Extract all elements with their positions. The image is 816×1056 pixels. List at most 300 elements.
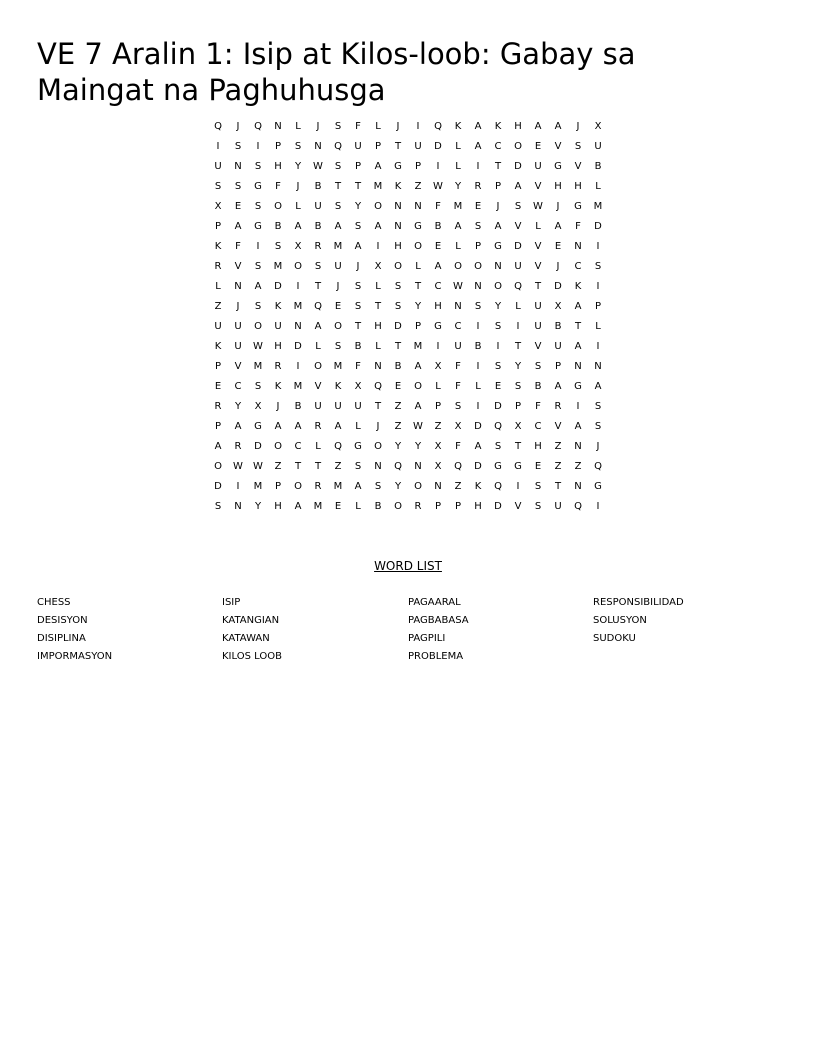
grid-letter: O — [314, 360, 322, 372]
grid-letter: V — [554, 140, 562, 152]
grid-letter: S — [334, 120, 342, 132]
grid-letter: E — [534, 140, 542, 152]
grid-letter: A — [574, 420, 582, 432]
grid-letter: Y — [414, 440, 422, 452]
grid-letter: O — [294, 480, 302, 492]
grid-letter: Z — [394, 420, 402, 432]
grid-letter: I — [416, 120, 420, 132]
grid-letter: T — [354, 180, 362, 192]
grid-letter: M — [373, 180, 383, 192]
grid-letter: T — [554, 480, 562, 492]
grid-letter: A — [314, 320, 322, 332]
grid-letter: Z — [554, 460, 562, 472]
grid-letter: D — [294, 340, 302, 352]
grid-letter: R — [554, 400, 562, 412]
grid-letter: R — [474, 180, 482, 192]
grid-letter: D — [214, 480, 222, 492]
grid-letter: Q — [514, 280, 522, 292]
grid-letter: G — [414, 220, 422, 232]
grid-letter: A — [414, 400, 422, 412]
grid-letter: S — [574, 140, 582, 152]
grid-letter: N — [574, 240, 582, 252]
grid-letter: E — [334, 500, 342, 512]
grid-letter: B — [354, 340, 362, 352]
grid-letter: J — [396, 120, 400, 132]
grid-letter: J — [296, 180, 300, 192]
grid-letter: F — [575, 220, 581, 232]
grid-letter: P — [554, 360, 562, 372]
grid-letter: J — [496, 200, 500, 212]
grid-letter: B — [474, 340, 482, 352]
grid-letter: K — [474, 480, 482, 492]
grid-letter: T — [314, 460, 322, 472]
grid-letter: G — [254, 180, 262, 192]
word-list-item: DESISYON — [37, 615, 88, 626]
grid-letter: K — [494, 120, 502, 132]
grid-letter: S — [254, 260, 262, 272]
grid-letter: K — [394, 180, 402, 192]
grid-letter: T — [514, 440, 522, 452]
grid-letter: Y — [414, 300, 422, 312]
grid-letter: I — [296, 280, 300, 292]
grid-letter: U — [274, 320, 282, 332]
grid-letter: I — [476, 360, 480, 372]
grid-letter: N — [294, 320, 302, 332]
grid-letter: G — [494, 460, 502, 472]
grid-letter: N — [234, 160, 242, 172]
grid-letter: A — [574, 340, 582, 352]
word-list-column-2 — [222, 594, 402, 666]
word-list-item: DISIPLINA — [37, 633, 86, 644]
grid-letter: L — [515, 300, 521, 312]
grid-letter: S — [354, 300, 362, 312]
grid-letter: N — [274, 120, 282, 132]
grid-letter: N — [454, 300, 462, 312]
grid-letter: S — [334, 340, 342, 352]
grid-letter: B — [534, 380, 542, 392]
grid-letter: A — [594, 380, 602, 392]
grid-letter: U — [234, 320, 242, 332]
grid-letter: G — [554, 160, 562, 172]
grid-letter: V — [534, 260, 542, 272]
grid-letter: M — [313, 500, 323, 512]
grid-letter: E — [234, 200, 242, 212]
grid-letter: S — [294, 140, 302, 152]
grid-letter: T — [394, 140, 402, 152]
grid-letter: X — [454, 420, 462, 432]
grid-letter: I — [596, 340, 600, 352]
grid-letter: Z — [574, 460, 582, 472]
grid-letter: U — [454, 340, 462, 352]
grid-letter: C — [454, 320, 462, 332]
grid-letter: Y — [294, 160, 302, 172]
grid-letter: Y — [354, 200, 362, 212]
grid-letter: U — [334, 400, 342, 412]
grid-letter: I — [236, 480, 240, 492]
grid-letter: L — [215, 280, 221, 292]
grid-letter: P — [454, 500, 462, 512]
grid-letter: Z — [414, 180, 422, 192]
grid-letter: Q — [434, 120, 442, 132]
grid-letter: A — [534, 120, 542, 132]
grid-letter: C — [534, 420, 542, 432]
grid-letter: U — [534, 300, 542, 312]
grid-letter: B — [314, 220, 322, 232]
grid-letter: F — [355, 120, 361, 132]
grid-letter: D — [554, 280, 562, 292]
grid-letter: I — [596, 280, 600, 292]
grid-letter: S — [594, 260, 602, 272]
word-list-column-1 — [37, 594, 217, 666]
grid-letter: I — [516, 480, 520, 492]
grid-letter: Q — [214, 120, 222, 132]
word-list-item: PAGBABASA — [408, 615, 469, 626]
grid-letter: N — [574, 440, 582, 452]
grid-letter: J — [316, 120, 320, 132]
grid-letter: A — [554, 220, 562, 232]
grid-letter: S — [534, 480, 542, 492]
grid-letter: B — [314, 180, 322, 192]
grid-letter: M — [333, 240, 343, 252]
grid-letter: A — [414, 360, 422, 372]
grid-letter: O — [394, 260, 402, 272]
grid-letter: O — [474, 260, 482, 272]
grid-letter: N — [574, 480, 582, 492]
grid-letter: S — [254, 380, 262, 392]
grid-letter: F — [435, 200, 441, 212]
grid-letter: P — [414, 320, 422, 332]
grid-letter: U — [234, 340, 242, 352]
grid-letter: P — [214, 420, 222, 432]
word-list-item: KATAWAN — [222, 633, 270, 644]
grid-letter: M — [273, 260, 283, 272]
grid-letter: R — [314, 420, 322, 432]
grid-letter: S — [354, 460, 362, 472]
word-list-item: KILOS LOOB — [222, 651, 282, 662]
grid-letter: Z — [434, 420, 442, 432]
grid-letter: E — [334, 300, 342, 312]
grid-letter: L — [375, 340, 381, 352]
grid-letter: D — [494, 500, 502, 512]
grid-letter: F — [455, 440, 461, 452]
grid-letter: X — [514, 420, 522, 432]
grid-letter: G — [574, 380, 582, 392]
grid-letter: O — [514, 140, 522, 152]
grid-letter: O — [254, 320, 262, 332]
grid-letter: M — [453, 200, 463, 212]
grid-letter: O — [454, 260, 462, 272]
grid-letter: C — [574, 260, 582, 272]
grid-letter: V — [514, 500, 522, 512]
grid-letter: X — [254, 400, 262, 412]
word-list-item: PROBLEMA — [408, 651, 464, 662]
grid-letter: J — [556, 200, 560, 212]
grid-letter: L — [375, 280, 381, 292]
grid-letter: V — [554, 420, 562, 432]
grid-letter: K — [274, 380, 282, 392]
grid-letter: L — [315, 440, 321, 452]
grid-letter: Q — [314, 300, 322, 312]
grid-letter: P — [434, 400, 442, 412]
grid-letter: A — [574, 300, 582, 312]
page-title: VE 7 Aralin 1: Isip at Kilos-loob: Gabay sa Maingat na Paghuhusga — [37, 37, 636, 107]
grid-letter: D — [394, 320, 402, 332]
grid-letter: M — [593, 200, 603, 212]
grid-letter: M — [253, 480, 263, 492]
grid-letter: L — [295, 200, 301, 212]
grid-letter: L — [455, 140, 461, 152]
grid-letter: R — [314, 240, 322, 252]
grid-letter: T — [374, 400, 382, 412]
grid-letter: T — [394, 340, 402, 352]
grid-letter: U — [514, 260, 522, 272]
grid-letter: L — [455, 160, 461, 172]
grid-letter: Z — [454, 480, 462, 492]
grid-letter: A — [554, 120, 562, 132]
grid-letter: R — [414, 500, 422, 512]
grid-letter: K — [574, 280, 582, 292]
grid-letter: E — [394, 380, 402, 392]
grid-letter: K — [454, 120, 462, 132]
word-list-column-4 — [593, 594, 773, 648]
grid-letter: G — [574, 200, 582, 212]
grid-letter: U — [334, 260, 342, 272]
grid-letter: C — [294, 440, 302, 452]
grid-letter: K — [334, 380, 342, 392]
grid-letter: L — [595, 180, 601, 192]
grid-letter: Q — [494, 480, 502, 492]
grid-letter: Z — [214, 300, 222, 312]
grid-letter: Y — [394, 440, 402, 452]
grid-letter: R — [214, 260, 222, 272]
grid-letter: X — [594, 120, 602, 132]
grid-letter: A — [514, 180, 522, 192]
grid-letter: H — [394, 240, 402, 252]
grid-letter: S — [494, 320, 502, 332]
grid-letter: P — [474, 240, 482, 252]
grid-letter: J — [236, 120, 240, 132]
grid-letter: Y — [514, 360, 522, 372]
grid-letter: U — [414, 140, 422, 152]
grid-letter: L — [295, 120, 301, 132]
grid-letter: A — [374, 160, 382, 172]
grid-letter: O — [274, 440, 282, 452]
grid-letter: S — [374, 480, 382, 492]
grid-letter: U — [554, 340, 562, 352]
grid-letter: Z — [394, 400, 402, 412]
word-list-item: CHESS — [37, 597, 71, 608]
grid-letter: B — [434, 220, 442, 232]
grid-letter: X — [214, 200, 222, 212]
grid-letter: I — [376, 240, 380, 252]
grid-letter: A — [354, 480, 362, 492]
grid-letter: S — [334, 200, 342, 212]
grid-letter: T — [374, 300, 382, 312]
grid-letter: S — [234, 140, 242, 152]
grid-letter: Z — [554, 440, 562, 452]
grid-letter: T — [354, 320, 362, 332]
grid-letter: L — [415, 260, 421, 272]
grid-letter: O — [414, 380, 422, 392]
grid-letter: V — [574, 160, 582, 172]
grid-letter: U — [314, 400, 322, 412]
word-list-heading: WORD LIST — [374, 559, 442, 573]
grid-letter: O — [394, 500, 402, 512]
grid-letter: Q — [254, 120, 262, 132]
grid-letter: I — [436, 340, 440, 352]
grid-letter: C — [234, 380, 242, 392]
grid-letter: O — [374, 200, 382, 212]
grid-letter: S — [394, 300, 402, 312]
grid-letter: V — [534, 340, 542, 352]
grid-letter: O — [414, 480, 422, 492]
grid-letter: H — [274, 340, 282, 352]
grid-letter: A — [474, 120, 482, 132]
grid-letter: M — [333, 360, 343, 372]
grid-letter: M — [333, 480, 343, 492]
grid-letter: S — [494, 440, 502, 452]
grid-letter: S — [334, 160, 342, 172]
grid-letter: S — [494, 360, 502, 372]
grid-letter: V — [534, 240, 542, 252]
grid-letter: U — [354, 400, 362, 412]
grid-letter: S — [514, 200, 522, 212]
grid-letter: C — [434, 280, 442, 292]
grid-letter: N — [374, 360, 382, 372]
grid-letter: A — [474, 440, 482, 452]
grid-letter: B — [274, 220, 282, 232]
grid-letter: H — [374, 320, 382, 332]
grid-letter: X — [374, 260, 382, 272]
grid-letter: S — [314, 260, 322, 272]
grid-letter: I — [256, 240, 260, 252]
grid-letter: A — [234, 220, 242, 232]
grid-letter: P — [274, 480, 282, 492]
grid-letter: I — [476, 400, 480, 412]
grid-letter: N — [414, 460, 422, 472]
grid-letter: U — [554, 500, 562, 512]
grid-letter: D — [434, 140, 442, 152]
grid-letter: E — [474, 200, 482, 212]
grid-letter: I — [596, 500, 600, 512]
grid-letter: P — [594, 300, 602, 312]
word-list-item: PAGAARAL — [408, 597, 461, 608]
grid-letter: I — [596, 240, 600, 252]
grid-letter: A — [274, 420, 282, 432]
grid-letter: T — [294, 460, 302, 472]
grid-letter: W — [253, 340, 263, 352]
grid-letter: G — [514, 460, 522, 472]
grid-letter: Q — [494, 420, 502, 432]
grid-letter: J — [336, 280, 340, 292]
grid-letter: P — [434, 500, 442, 512]
grid-letter: Q — [574, 500, 582, 512]
grid-letter: W — [433, 180, 443, 192]
grid-letter: B — [594, 160, 602, 172]
grid-letter: Q — [334, 440, 342, 452]
grid-letter: K — [214, 340, 222, 352]
grid-letter: N — [494, 260, 502, 272]
grid-letter: Q — [334, 140, 342, 152]
word-list-item: SOLUSYON — [593, 615, 647, 626]
grid-letter: F — [235, 240, 241, 252]
grid-letter: D — [494, 400, 502, 412]
grid-letter: X — [434, 460, 442, 472]
grid-letter: W — [313, 160, 323, 172]
grid-letter: Y — [234, 400, 242, 412]
grid-letter: A — [334, 220, 342, 232]
grid-letter: A — [374, 220, 382, 232]
grid-letter: N — [434, 480, 442, 492]
grid-letter: J — [356, 260, 360, 272]
grid-letter: T — [334, 180, 342, 192]
grid-letter: K — [214, 240, 222, 252]
grid-letter: T — [574, 320, 582, 332]
word-list-item: PAGPILI — [408, 633, 446, 644]
grid-letter: H — [534, 440, 542, 452]
grid-letter: O — [214, 460, 222, 472]
grid-letter: F — [455, 360, 461, 372]
grid-letter: L — [475, 380, 481, 392]
grid-letter: A — [214, 440, 222, 452]
grid-letter: S — [254, 300, 262, 312]
grid-letter: X — [294, 240, 302, 252]
grid-letter: Q — [454, 460, 462, 472]
grid-letter: Z — [274, 460, 282, 472]
grid-letter: U — [214, 320, 222, 332]
grid-letter: A — [334, 420, 342, 432]
grid-letter: T — [494, 160, 502, 172]
grid-letter: S — [474, 220, 482, 232]
grid-letter: N — [574, 360, 582, 372]
grid-letter: N — [314, 140, 322, 152]
grid-letter: J — [276, 400, 280, 412]
grid-letter: K — [274, 300, 282, 312]
grid-letter: G — [594, 480, 602, 492]
word-list-item: ISIP — [222, 597, 241, 608]
grid-letter: N — [394, 200, 402, 212]
grid-letter: V — [314, 380, 322, 392]
grid-letter: N — [234, 280, 242, 292]
grid-letter: S — [214, 180, 222, 192]
grid-letter: G — [394, 160, 402, 172]
grid-letter: A — [234, 420, 242, 432]
grid-letter: F — [535, 400, 541, 412]
grid-letter: I — [496, 340, 500, 352]
grid-letter: A — [474, 140, 482, 152]
grid-letter: T — [514, 340, 522, 352]
grid-letter: E — [494, 380, 502, 392]
grid-letter: F — [355, 360, 361, 372]
grid-letter: E — [214, 380, 222, 392]
grid-letter: E — [554, 240, 562, 252]
grid-letter: N — [374, 460, 382, 472]
grid-letter: Q — [394, 460, 402, 472]
grid-letter: U — [594, 140, 602, 152]
grid-letter: S — [274, 240, 282, 252]
grid-letter: R — [214, 400, 222, 412]
grid-letter: W — [533, 200, 543, 212]
word-list-item: KATANGIAN — [222, 615, 280, 626]
grid-letter: W — [413, 420, 423, 432]
word-list-item: RESPONSIBILIDAD — [593, 597, 684, 608]
grid-letter: R — [314, 480, 322, 492]
grid-letter: P — [214, 220, 222, 232]
word-list-item: IMPORMASYON — [37, 651, 113, 662]
grid-letter: Y — [254, 500, 262, 512]
grid-letter: L — [435, 380, 441, 392]
grid-letter: O — [374, 440, 382, 452]
